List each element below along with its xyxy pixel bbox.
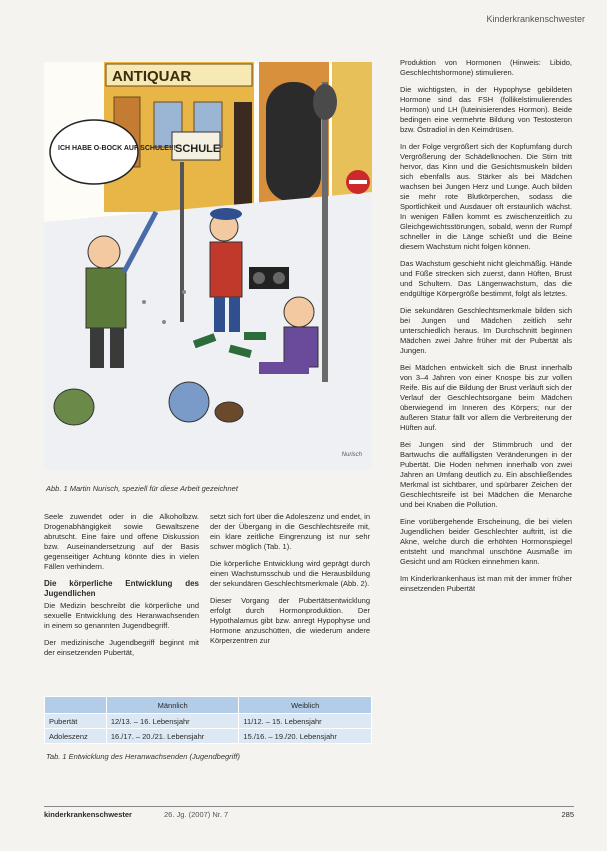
paragraph: Die Medizin beschreibt die körperliche und sexuelle Entwicklung des Heranwachsenden in einem so genannten Jugendbegriff. bbox=[44, 601, 199, 630]
publication-name: kinderkrankenschwester bbox=[44, 810, 132, 819]
paragraph: Die wichtigsten, in der Hypophyse gebildeten Hormone sind das FSH (follikelstimulierendes Hormon) und LH (luteinisierendes Hormon). Beide bedingen eine vermehrte Bildung von Testosteron bzw. Östradiol in den Keimdrüsen. bbox=[400, 85, 572, 134]
table-cell: Adoleszenz bbox=[45, 729, 107, 744]
table-cell: 15./16. – 19./20. Lebensjahr bbox=[239, 729, 372, 744]
paragraph: Die körperliche Entwicklung wird geprägt durch einen Wachstumsschub und die Herausbildung der sekundären Geschlechtsmerkmale (Abb. 2). bbox=[210, 559, 370, 588]
paragraph: Bei Jungen sind der Stimmbruch und der Bartwuchs die auffälligsten Veränderungen in der Pubertät. Die Hoden nehmen innerhalb von zwei Jahren an Umfang deutlich zu. Ein abschließendes Merkmal ist sichtbarer, und spürbarer Zeichen der Geschlechtsreife ist bei Mädchen die Menarche und bei Knaben die Pollution. bbox=[400, 440, 572, 509]
paragraph: Seele zuwendet oder in die Alkoholbzw. Drogenabhängigkeit sowie Gewaltszene abrutscht. Eine faire und offene Diskussion bzw. Auseinandersetzung auf der Basis gegenseitiger Achtung könnte dies in vielen Fällen verhindern. bbox=[44, 512, 199, 571]
artist-signature: Nurisch bbox=[341, 452, 362, 458]
paragraph: Die sekundären Geschlechtsmerkmale bilden sich bei Jungen und Mädchen zeitlich sehr unterschiedlich heraus. Im Durchschnitt beginnen Mädchen zwei Jahre früher mit der Pubertät als Jungen. bbox=[400, 306, 572, 355]
running-head: Kinderkrankenschwester bbox=[486, 14, 585, 24]
paragraph: Produktion von Hormonen (Hinweis: Libido, Geschlechtshormone) stimulieren. bbox=[400, 58, 572, 77]
section-heading: Die körperliche Entwicklung des Jugendlichen bbox=[44, 579, 199, 598]
speech-bubble-text: ICH HABE O-BOCK AUF SCHULE!!! bbox=[58, 145, 176, 152]
table-cell: 11/12. – 15. Lebensjahr bbox=[239, 714, 372, 729]
paragraph: In der Folge vergrößert sich der Kopfumfang durch Vergrößerung der Schädelknochen. Die Stirn tritt hervor, das Kinn und die Gesichtsmuskeln bilden sich ebenfalls aus. Stärker als bei Mädchen wachsen bei Jungen Herz und Lunge. Auch bilden sie mehr rote Blutkörperchen, sodass die Sportlichkeit und Ausdauer oft erstaunlich wächst. In wenigen Fällen kommt es zwischenzeitlich zu Gleichgewichtsstörungen, sobald, wenn der Rumpf schneller in die Länge schießt und die Beine diesem Wachstum nicht folgen können. bbox=[400, 142, 572, 251]
paragraph: setzt sich fort über die Adoleszenz und endet, in der der Übergang in die Geschlechtsreife mit, ein klare zeitliche Eingrenzung ist nur sehr schwer möglich (Tab. 1). bbox=[210, 512, 370, 551]
paragraph: Der medizinische Jugendbegriff beginnt mit der einsetzenden Pubertät, bbox=[44, 638, 199, 657]
page-number: 285 bbox=[561, 810, 574, 819]
development-table bbox=[44, 696, 372, 744]
shop-sign-text: ANTIQUAR bbox=[112, 68, 192, 85]
paragraph: Dieser Vorgang der Pubertätsentwicklung erfolgt durch Hormonproduktion. Der Hypothalamus gibt bzw. anregt Hypophyse und Hormone anzuschütten, die wiederum andere Körperzentren zur bbox=[210, 596, 370, 645]
right-column bbox=[400, 58, 572, 601]
school-sign-text: SCHULE bbox=[175, 143, 221, 155]
table-cell: 16./17. – 20./21. Lebensjahr bbox=[106, 729, 239, 744]
issue-info: 26. Jg. (2007) Nr. 7 bbox=[164, 810, 229, 819]
left-column bbox=[44, 512, 199, 665]
table-cell: Pubertät bbox=[45, 714, 107, 729]
table-row bbox=[45, 729, 372, 744]
figure-caption: Abb. 1 Martin Nurisch, speziell für diese Arbeit gezeichnet bbox=[46, 484, 238, 493]
page-footer bbox=[44, 806, 574, 821]
table-row bbox=[45, 714, 372, 729]
cartoon-drawing bbox=[44, 62, 372, 470]
cartoon-illustration bbox=[44, 62, 372, 470]
table-caption: Tab. 1 Entwicklung des Heranwachsenden (Jugendbegriff) bbox=[46, 752, 241, 761]
paragraph: Bei Mädchen entwickelt sich die Brust innerhalb von 3–4 Jahren von einer Knospe bis zur vollen Reife. Bis auf die Bildung der Brust verläuft sich der Verlauf der Geschlechtsorgane beim Mädchen überwiegend im Inneren des Körpers; nur der äußeren Statur fällt vor allem die Verbreiterung der Hüften auf. bbox=[400, 363, 572, 432]
middle-column bbox=[210, 512, 370, 653]
table-header-row bbox=[45, 697, 372, 714]
table-header-cell: Weiblich bbox=[239, 697, 372, 714]
paragraph: Im Kinderkrankenhaus ist man mit der immer früher einsetzenden Pubertät bbox=[400, 574, 572, 593]
paragraph: Das Wachstum geschieht nicht gleichmäßig. Hände und Füße strecken sich zuerst, dann Hüften, Brust und Schultern. Das Längenwachstum, das die endgültige Körpergröße bestimmt, folgt als letztes. bbox=[400, 259, 572, 298]
table-header-cell bbox=[45, 697, 107, 714]
table-cell: 12/13. – 16. Lebensjahr bbox=[106, 714, 239, 729]
table-header-cell: Männlich bbox=[106, 697, 239, 714]
paragraph: Eine vorübergehende Erscheinung, die bei vielen Jugendlichen beider Geschlechter auftritt, ist die Akne, welche durch die erhöhten Hormonspiegel entsteht und manchmal unschöne Ausmaße im Gesicht und am Rücken einnehmen kann. bbox=[400, 517, 572, 566]
